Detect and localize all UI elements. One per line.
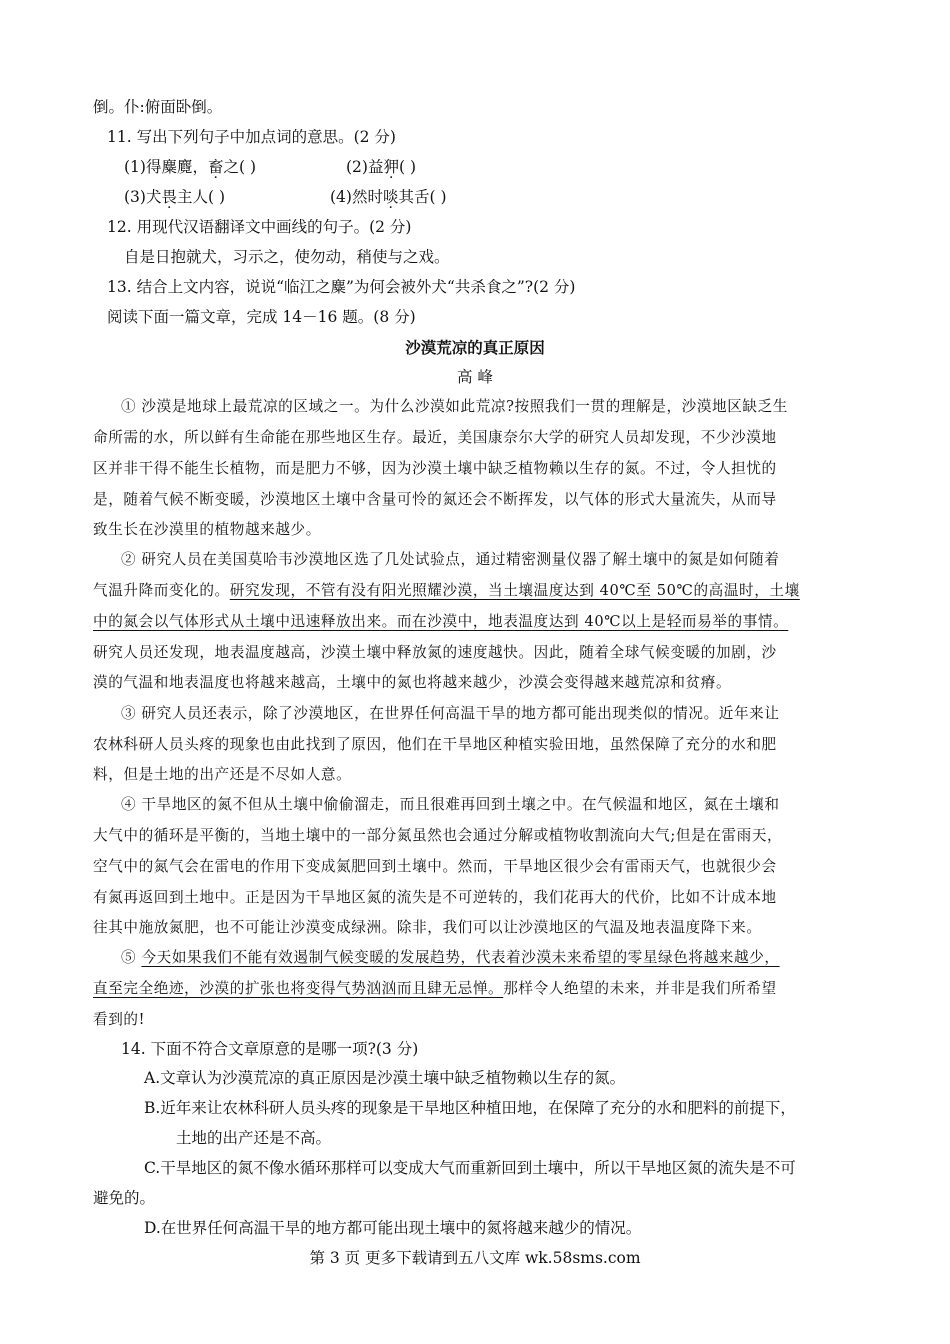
question-11-item-3 [124,186,225,208]
paragraph-5-line [93,978,777,1000]
plain-text: 气温升降而变化的。 [93,582,230,599]
paragraph-1-line: ① 沙漠是地球上最荒凉的区域之一。为什么沙漠如此荒凉?按照我们一贯的理解是，沙漠地区缺乏生 [121,398,788,415]
option-c: C.干旱地区的氮不像水循环那样可以变成大气而重新回到土壤中，所以干旱地区氮的流失是不可 [144,1159,796,1177]
question-11: 11. 写出下列句子中加点词的意思。(2 分) [107,128,396,146]
question-13: 13. 结合上文内容，说说“临江之麋”为何会被外犬“共杀食之”?(2 分) [107,278,576,296]
paragraph-3-line: ③ 研究人员还表示，除了沙漠地区，在世界任何高温干旱的地方都可能出现类似的情况。近年来让 [121,705,780,722]
paragraph-5-line: 看到的! [93,1011,146,1028]
underlined-sentence: 研究发现，不管有没有阳光照耀沙漠，当土壤温度达到 40℃至 50℃的高温时，土壤 [229,582,800,599]
article-title: 沙漠荒凉的真正原因 [405,338,545,357]
option-b: B.近年来让农林科研人员头疼的现象是干旱地区种植田地，在保障了充分的水和肥料的前提下， [144,1099,796,1117]
paragraph-2-line [93,580,800,602]
dotted-word: 狎 [383,158,399,176]
plain-text: ⑤ [121,949,142,966]
item-text: 主人( ) [176,188,226,206]
paragraph-4-line: 大气中的循环是平衡的，当地土壤中的一部分氮虽然也会通过分解或植物收割流向大气;但是在雷雨天， [93,827,783,844]
item-text: 其舌( ) [398,188,447,206]
item-text: (2)益 [346,158,384,176]
option-c-continued: 避免的。 [93,1189,156,1207]
dotted-word: 畏 [161,188,177,206]
dotted-word: 啖 [382,188,399,206]
paragraph-1-line: 致生长在沙漠里的植物越来越少。 [93,521,321,538]
question-11-item-2 [346,156,416,178]
paragraph-1-line: 是，随着气候不断变暖，沙漠地区土壤中含量可怜的氮还会不断挥发，以气体的形式大量流失，从而导 [93,491,777,508]
question-14: 14. 下面不符合文章原意的是哪一项?(3 分) [121,1040,419,1058]
underlined-sentence: 今天如果我们不能有效遏制气候变暖的发展趋势，代表着沙漠未来希望的零星绿色将越来越少， [141,949,780,966]
paragraph-4-line: 有氮再返回到土地中。正是因为干旱地区氮的流失是不可逆转的，我们花再大的代价，比如不计成本地 [93,889,777,906]
option-d: D.在世界任何高温干旱的地方都可能出现土壤中的氮将越来越少的情况。 [144,1219,642,1237]
option-b-continued: 土地的出产还是不高。 [176,1129,332,1147]
paragraph-5-line [121,947,780,969]
paragraph-4-line: 空气中的氮气会在雷电的作用下变成氮肥回到土壤中。然而，干旱地区很少会有雷雨天气，也就很少会 [93,858,777,875]
underlined-sentence: 直至完全绝迹，沙漠的扩张也将变得气势汹汹而且肆无忌惮。 [93,980,504,997]
item-text: (3)犬 [124,188,162,206]
paragraph-2-line: 漠的气温和地表温度也将越来越高，土壤中的氮也将越来越少，沙漠会变得越来越荒凉和贫瘠。 [93,674,732,691]
item-text: 之( ) [223,158,257,176]
option-a: A.文章认为沙漠荒凉的真正原因是沙漠土壤中缺乏植物赖以生存的氮。 [144,1069,626,1087]
paragraph-3-line: 农林科研人员头疼的现象也由此找到了原因，他们在干旱地区种植实验田地，虽然保障了充分的水和肥 [93,736,777,753]
question-11-item-4 [330,186,447,208]
paragraph-3-line: 料，但是土地的出产还是不尽如人意。 [93,766,352,783]
question-12: 12. 用现代汉语翻译文中画线的句子。(2 分) [107,218,412,236]
plain-text: 那样令人绝望的未来，并非是我们所希望 [503,980,777,997]
text-line: 倒。仆:俯面卧倒。 [93,98,223,116]
article-author: 高 峰 [457,368,493,386]
underlined-sentence: 中的氮会以气体形式从土壤中迅速释放出来。而在沙漠中，地表温度达到 40℃以上是轻而易举的事情。 [93,613,789,630]
paragraph-1-line: 命所需的水，所以鲜有生命能在那些地区生存。最近，美国康奈尔大学的研究人员却发现，不少沙漠地 [93,429,777,446]
item-text: ( ) [398,158,417,176]
reading-intro: 阅读下面一篇文章，完成 14－16 题。(8 分) [107,308,416,326]
paragraph-1-line: 区并非干得不能生长植物，而是肥力不够，因为沙漠土壤中缺乏植物赖以生存的氮。不过，令人担忧的 [93,460,777,477]
paragraph-2-line: 研究人员还发现，地表温度越高，沙漠土壤中释放氮的速度越快。因此，随着全球气候变暖的加剧，沙 [93,644,777,661]
dotted-word: 畜 [207,158,224,176]
item-text: (1)得麋麑， [124,158,208,176]
page-footer: 第 3 页 更多下载请到五八文库 wk.58sms.com [309,1249,641,1267]
paragraph-2-line: ② 研究人员在美国莫哈韦沙漠地区选了几处试验点，通过精密测量仪器了解土壤中的氮是如何随着 [121,551,780,568]
paragraph-4-line: 往其中施放氮肥，也不可能让沙漠变成绿洲。除非，我们可以让沙漠地区的气温及地表温度降下来。 [93,919,762,936]
paragraph-4-line: ④ 干旱地区的氮不但从土壤中偷偷溜走，而且很难再回到土壤之中。在气候温和地区，氮在土壤和 [121,796,780,813]
item-text: (4)然时 [330,188,383,206]
question-11-item-1 [124,156,256,178]
question-12-sentence: 自是日抱就犬，习示之，使勿动，稍使与之戏。 [124,248,450,266]
